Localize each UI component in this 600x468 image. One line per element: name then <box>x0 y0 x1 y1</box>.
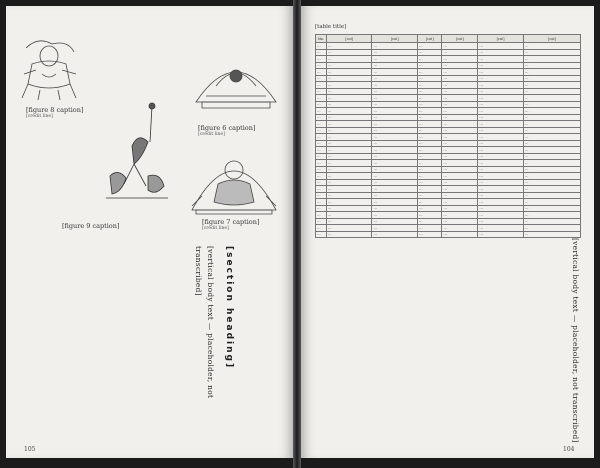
table-cell: … <box>372 218 418 225</box>
table-cell: … <box>326 160 372 167</box>
table-cell: … <box>316 49 327 56</box>
table-cell: … <box>372 82 418 89</box>
left-body-text: [vertical body text — placeholder, not transcribed] <box>193 246 215 399</box>
table-cell: … <box>316 127 327 134</box>
table-cell: … <box>372 49 418 56</box>
table-cell: … <box>478 95 524 102</box>
table-cell: … <box>326 192 372 199</box>
table-cell: … <box>316 225 327 232</box>
table-cell: … <box>442 75 478 82</box>
table-cell: … <box>478 82 524 89</box>
figure-7-illustration <box>188 140 280 216</box>
table-cell: … <box>442 212 478 219</box>
table-cell: … <box>326 82 372 89</box>
table-cell: … <box>326 56 372 63</box>
table-cell: … <box>442 231 478 238</box>
table-cell: … <box>372 62 418 69</box>
table-cell: … <box>372 134 418 141</box>
table-cell: … <box>417 160 441 167</box>
table-cell: … <box>326 199 372 206</box>
table-cell: … <box>326 166 372 173</box>
table-cell: … <box>478 173 524 180</box>
table-cell: … <box>442 186 478 193</box>
table-cell: … <box>372 108 418 115</box>
table-cell: … <box>478 49 524 56</box>
table-cell: … <box>316 153 327 160</box>
table-cell: … <box>372 121 418 128</box>
table-cell: … <box>417 121 441 128</box>
table-cell: … <box>442 88 478 95</box>
table-cell: … <box>478 108 524 115</box>
table-cell: … <box>326 186 372 193</box>
table-cell: … <box>478 153 524 160</box>
table-cell: … <box>442 153 478 160</box>
table-cell: … <box>523 166 580 173</box>
table-row <box>316 231 581 238</box>
table-cell: … <box>442 95 478 102</box>
table-cell: … <box>316 56 327 63</box>
table-cell: … <box>523 218 580 225</box>
table-cell: … <box>478 62 524 69</box>
table-cell: … <box>326 134 372 141</box>
table-cell: … <box>523 88 580 95</box>
table-cell: … <box>316 101 327 108</box>
table-cell: … <box>417 75 441 82</box>
table-cell: … <box>478 218 524 225</box>
table-cell: … <box>523 205 580 212</box>
table-cell: … <box>478 75 524 82</box>
table-cell: … <box>316 231 327 238</box>
table-cell: … <box>372 179 418 186</box>
table-cell: … <box>316 134 327 141</box>
table-cell: … <box>326 69 372 76</box>
table-header-cell: No. <box>316 35 327 43</box>
section-heading: [section heading] <box>224 246 234 370</box>
table-cell: … <box>326 147 372 154</box>
table-cell: … <box>523 134 580 141</box>
table-cell: … <box>523 127 580 134</box>
figure-8-caption: [figure 8 caption] [credit line] <box>26 106 84 120</box>
figure-6-caption: [figure 6 caption] [credit line] <box>198 124 256 138</box>
table-cell: … <box>316 179 327 186</box>
figure-7-caption: [figure 7 caption] [credit line] <box>202 218 260 232</box>
table-cell: … <box>478 225 524 232</box>
table-cell: … <box>417 225 441 232</box>
table-cell: … <box>326 101 372 108</box>
table-cell: … <box>326 121 372 128</box>
table-cell: … <box>442 147 478 154</box>
table-cell: … <box>316 62 327 69</box>
table-cell: … <box>316 82 327 89</box>
table-cell: … <box>326 108 372 115</box>
table-cell: … <box>372 160 418 167</box>
table-cell: … <box>417 101 441 108</box>
table-cell: … <box>523 140 580 147</box>
table-cell: … <box>326 225 372 232</box>
table-cell: … <box>417 147 441 154</box>
table-header-cell: [col] <box>417 35 441 43</box>
table-cell: … <box>523 173 580 180</box>
table-cell: … <box>478 121 524 128</box>
table-cell: … <box>316 140 327 147</box>
table-cell: … <box>478 186 524 193</box>
table-cell: … <box>417 140 441 147</box>
table-cell: … <box>478 231 524 238</box>
table-cell: … <box>326 114 372 121</box>
table-cell: … <box>372 147 418 154</box>
table-cell: … <box>417 212 441 219</box>
table-cell: … <box>523 56 580 63</box>
table-cell: … <box>442 108 478 115</box>
table-cell: … <box>372 173 418 180</box>
table-cell: … <box>478 88 524 95</box>
figure-6-illustration <box>192 46 280 112</box>
table-cell: … <box>478 134 524 141</box>
table-cell: … <box>442 160 478 167</box>
table-cell: … <box>442 218 478 225</box>
table-header-cell: [col] <box>372 35 418 43</box>
table-cell: … <box>372 205 418 212</box>
table-cell: … <box>316 121 327 128</box>
table-cell: … <box>326 173 372 180</box>
table-cell: … <box>316 192 327 199</box>
table-cell: … <box>523 62 580 69</box>
table-cell: … <box>372 192 418 199</box>
page-number-right: 104 <box>563 446 575 453</box>
table-cell: … <box>442 101 478 108</box>
table-cell: … <box>442 121 478 128</box>
table-cell: … <box>442 62 478 69</box>
table-title: [table title] <box>315 24 347 30</box>
table-cell: … <box>316 205 327 212</box>
table-cell: … <box>417 205 441 212</box>
table-cell: … <box>372 43 418 50</box>
table-cell: … <box>523 43 580 50</box>
table-cell: … <box>478 69 524 76</box>
table-cell: … <box>326 43 372 50</box>
right-body-text: [vertical body text — placeholder, not transcribed] <box>571 238 580 443</box>
table-cell: … <box>372 212 418 219</box>
table-cell: … <box>478 192 524 199</box>
table-cell: … <box>417 186 441 193</box>
table-cell: … <box>417 62 441 69</box>
table-cell: … <box>442 49 478 56</box>
table-cell: … <box>326 218 372 225</box>
table-cell: … <box>442 205 478 212</box>
table-cell: … <box>316 199 327 206</box>
table-header-cell: [col] <box>478 35 524 43</box>
table-cell: … <box>523 179 580 186</box>
table-cell: … <box>326 212 372 219</box>
table-cell: … <box>372 75 418 82</box>
table-cell: … <box>523 153 580 160</box>
table-cell: … <box>523 69 580 76</box>
table-cell: … <box>442 166 478 173</box>
table-cell: … <box>478 166 524 173</box>
book-gutter <box>293 0 301 468</box>
table-header-cell: [col] <box>326 35 372 43</box>
table-cell: … <box>326 49 372 56</box>
table-cell: … <box>523 75 580 82</box>
table-cell: … <box>372 166 418 173</box>
table-cell: … <box>316 43 327 50</box>
right-page <box>301 6 594 458</box>
table-cell: … <box>372 225 418 232</box>
table-cell: … <box>442 199 478 206</box>
table-header-row <box>316 35 581 43</box>
table-cell: … <box>372 127 418 134</box>
table-cell: … <box>417 153 441 160</box>
table-cell: … <box>372 153 418 160</box>
table-cell: … <box>326 75 372 82</box>
table-cell: … <box>417 199 441 206</box>
table-cell: … <box>372 140 418 147</box>
table-cell: … <box>478 56 524 63</box>
table-cell: … <box>326 140 372 147</box>
table-header-cell: [col] <box>523 35 580 43</box>
table-cell: … <box>417 69 441 76</box>
table-cell: … <box>478 212 524 219</box>
table-cell: … <box>326 95 372 102</box>
page-number-left: 105 <box>24 446 36 453</box>
table-cell: … <box>417 108 441 115</box>
table-cell: … <box>316 75 327 82</box>
table-cell: … <box>316 186 327 193</box>
table-cell: … <box>326 127 372 134</box>
table-cell: … <box>326 179 372 186</box>
table-cell: … <box>326 88 372 95</box>
table-cell: … <box>417 114 441 121</box>
figure-9-illustration <box>102 102 172 202</box>
table-cell: … <box>316 108 327 115</box>
table-cell: … <box>478 147 524 154</box>
table-cell: … <box>326 153 372 160</box>
table-cell: … <box>442 127 478 134</box>
table-cell: … <box>372 88 418 95</box>
table-cell: … <box>478 205 524 212</box>
table-cell: … <box>478 199 524 206</box>
table-cell: … <box>478 179 524 186</box>
table-cell: … <box>442 43 478 50</box>
table-cell: … <box>316 69 327 76</box>
table-cell: … <box>523 108 580 115</box>
table-cell: … <box>316 95 327 102</box>
table-cell: … <box>316 218 327 225</box>
table-cell: … <box>372 231 418 238</box>
table-cell: … <box>523 114 580 121</box>
table-cell: … <box>523 225 580 232</box>
table-cell: … <box>417 218 441 225</box>
table-cell: … <box>523 231 580 238</box>
table-cell: … <box>372 186 418 193</box>
table-cell: … <box>523 186 580 193</box>
table-cell: … <box>442 69 478 76</box>
table-cell: … <box>417 88 441 95</box>
table-cell: … <box>478 160 524 167</box>
table-cell: … <box>523 192 580 199</box>
left-page <box>6 6 293 458</box>
table-cell: … <box>442 173 478 180</box>
table-cell: … <box>372 199 418 206</box>
table-cell: … <box>478 140 524 147</box>
table-cell: … <box>417 56 441 63</box>
table-cell: … <box>417 173 441 180</box>
table-cell: … <box>417 134 441 141</box>
figure-8-illustration <box>18 34 80 102</box>
table-cell: … <box>442 82 478 89</box>
table-cell: … <box>523 95 580 102</box>
table-cell: … <box>442 56 478 63</box>
table-cell: … <box>316 147 327 154</box>
table-cell: … <box>316 114 327 121</box>
table-cell: … <box>417 82 441 89</box>
table-cell: … <box>523 49 580 56</box>
table-cell: … <box>417 179 441 186</box>
table-cell: … <box>523 121 580 128</box>
table-cell: … <box>326 62 372 69</box>
table-cell: … <box>442 140 478 147</box>
table-cell: … <box>442 192 478 199</box>
table-cell: … <box>372 114 418 121</box>
table-cell: … <box>478 43 524 50</box>
table-cell: … <box>442 114 478 121</box>
table-cell: … <box>478 114 524 121</box>
table-cell: … <box>372 56 418 63</box>
table-cell: … <box>478 101 524 108</box>
table-cell: … <box>316 166 327 173</box>
table-cell: … <box>417 43 441 50</box>
table-cell: … <box>316 173 327 180</box>
table-cell: … <box>442 134 478 141</box>
figure-9-caption: [figure 9 caption] <box>62 222 120 230</box>
table-cell: … <box>523 160 580 167</box>
table-cell: … <box>523 147 580 154</box>
table-cell: … <box>372 69 418 76</box>
table-cell: … <box>372 95 418 102</box>
table-cell: … <box>417 95 441 102</box>
table-cell: … <box>316 160 327 167</box>
table-cell: … <box>523 82 580 89</box>
table-cell: … <box>442 179 478 186</box>
table-cell: … <box>478 127 524 134</box>
table-cell: … <box>326 231 372 238</box>
table-cell: … <box>417 192 441 199</box>
table-cell: … <box>417 49 441 56</box>
table-cell: … <box>442 225 478 232</box>
table-cell: … <box>316 88 327 95</box>
table-header-cell: [col] <box>442 35 478 43</box>
table-cell: … <box>417 127 441 134</box>
table-cell: … <box>417 231 441 238</box>
table-cell: … <box>316 212 327 219</box>
table-cell: … <box>523 199 580 206</box>
table-cell: … <box>372 101 418 108</box>
data-table <box>315 34 581 238</box>
table-cell: … <box>523 212 580 219</box>
table-cell: … <box>417 166 441 173</box>
table-cell: … <box>326 205 372 212</box>
table-cell: … <box>523 101 580 108</box>
